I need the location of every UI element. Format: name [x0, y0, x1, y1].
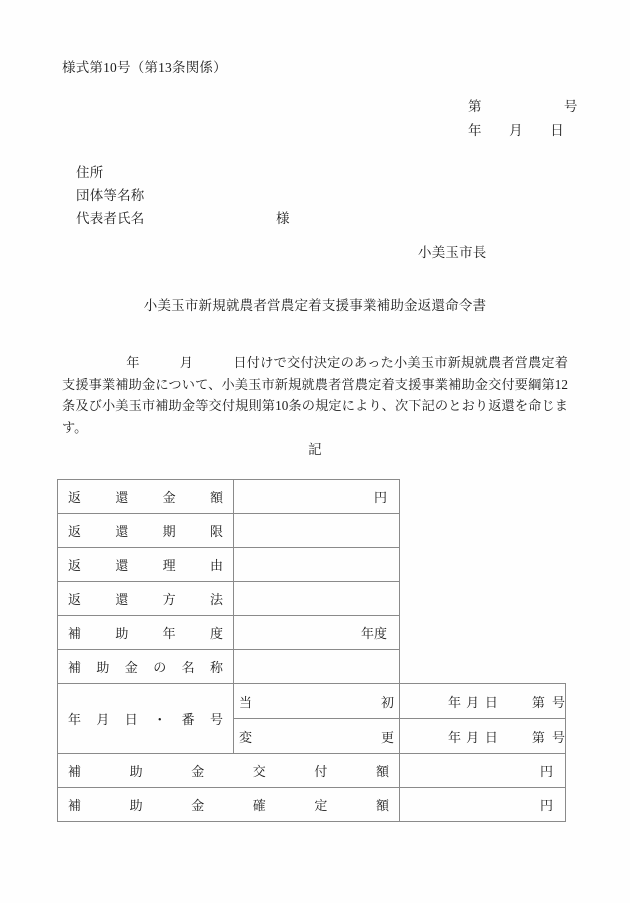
initial-month-label: 月 [466, 694, 480, 710]
row-label-subsidy-confirmed: 補助金確定額 [58, 788, 400, 822]
table-row [58, 514, 566, 548]
table-row [58, 650, 566, 684]
issuer-name: 小美玉市長 [418, 245, 487, 260]
row-value-return-amount[interactable]: 円 [234, 480, 400, 514]
initial-number-prefix: 第 [531, 694, 545, 710]
addressee-representative-label: 代表者氏名 [76, 211, 145, 226]
row-label-subsidy-year: 補助年度 [58, 616, 234, 650]
row-value-date-number-revised[interactable] [400, 719, 566, 754]
table-row [58, 582, 566, 616]
row-label-return-reason: 返還理由 [58, 548, 234, 582]
body-paragraph [62, 352, 568, 438]
revised-year-label: 年 [448, 729, 462, 745]
body-text: 付けで交付決定のあった小美玉市新規就農者営農定着支援事業補助金について、小美玉市新規就農者営農定着支援事業補助金交付要綱第12条及び小美玉市補助金等交付規則第10条の規定により、次下記のとおり返還を命じます。 [62, 355, 568, 435]
row-label-return-method: 返還方法 [58, 582, 234, 616]
table-row [58, 548, 566, 582]
row-label-return-amount: 返還金額 [58, 480, 234, 514]
row-label-return-deadline: 返還期限 [58, 514, 234, 548]
document-date-field: 年 月 日 [468, 123, 564, 138]
table-row [58, 616, 566, 650]
table-row [58, 480, 566, 514]
document-title: 小美玉市新規就農者営農定着支援事業補助金返還命令書 [143, 298, 487, 313]
ki-mark: 記 [308, 442, 322, 457]
revised-number-suffix: 号 [551, 729, 565, 745]
row-label-subsidy-granted: 補助金交付額 [58, 754, 400, 788]
initial-year-label: 年 [448, 694, 462, 710]
row-value-subsidy-confirmed[interactable]: 円 [400, 788, 566, 822]
row-value-date-number-initial[interactable] [400, 684, 566, 719]
sub-label-initial: 当初 [234, 684, 400, 719]
addressee-organization-label: 団体等名称 [76, 188, 145, 203]
body-date-placeholder: 年 月 日 [126, 355, 247, 370]
row-label-subsidy-name: 補助金の名称 [58, 650, 234, 684]
table-row [58, 754, 566, 788]
form-number: 様式第10号（第13条関係） [62, 60, 227, 75]
row-value-subsidy-year[interactable]: 年度 [234, 616, 400, 650]
initial-number-suffix: 号 [551, 694, 565, 710]
row-value-return-deadline[interactable] [234, 514, 400, 548]
row-label-date-number: 年月日・番号 [58, 684, 234, 754]
table-row-date-number-initial [58, 684, 566, 719]
initial-day-label: 日 [484, 694, 498, 710]
table-row [58, 788, 566, 822]
row-value-return-method[interactable] [234, 582, 400, 616]
row-value-return-reason[interactable] [234, 548, 400, 582]
row-value-subsidy-granted[interactable]: 円 [400, 754, 566, 788]
return-order-table [57, 479, 566, 822]
row-value-subsidy-name[interactable] [234, 650, 400, 684]
revised-month-label: 月 [466, 729, 480, 745]
addressee-address-label: 住所 [76, 165, 104, 180]
addressee-honorific: 様 [276, 211, 290, 226]
document-number-field: 第 号 [468, 99, 578, 114]
revised-number-prefix: 第 [531, 729, 545, 745]
sub-label-revised: 変更 [234, 719, 400, 754]
revised-day-label: 日 [484, 729, 498, 745]
